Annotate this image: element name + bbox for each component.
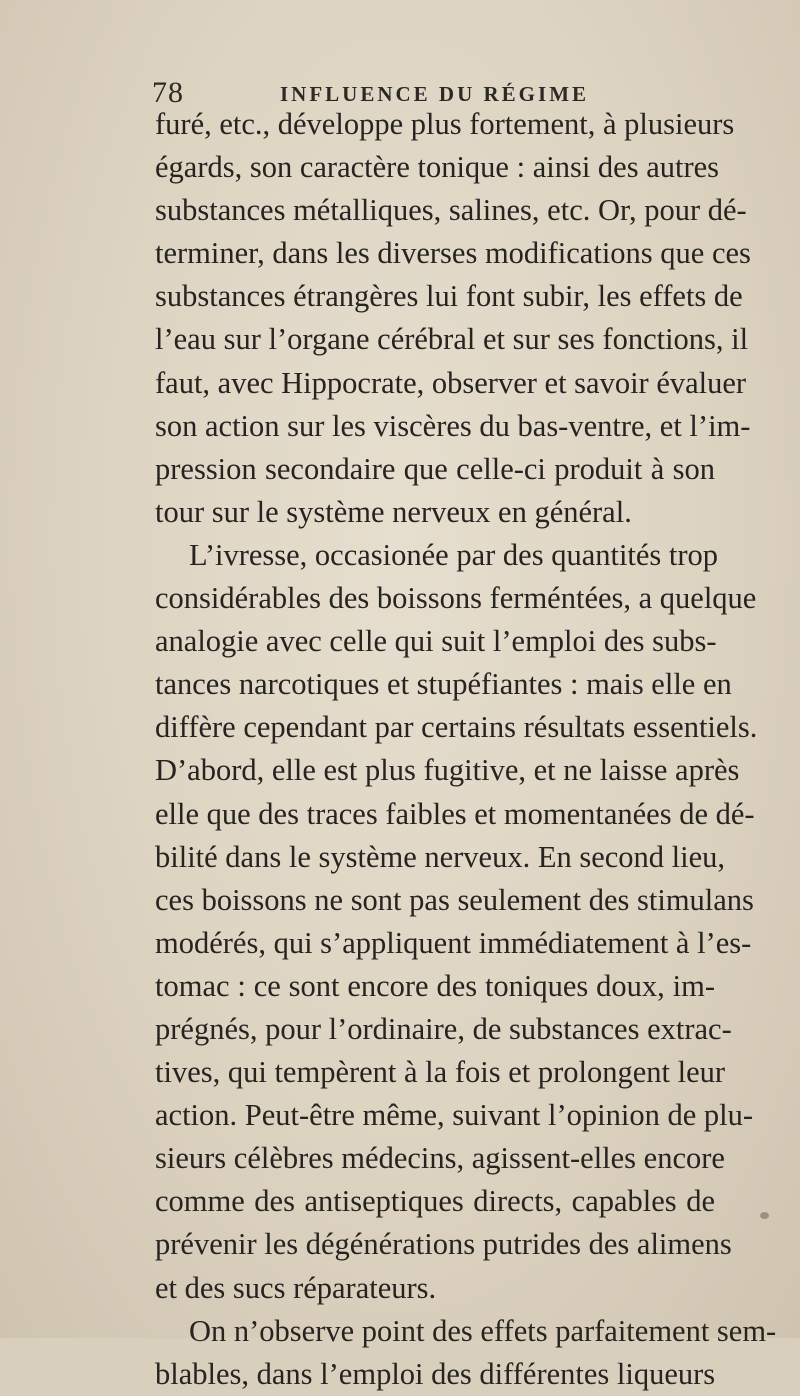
text-line: On n’observe point des effets parfaitement sem- (189, 1313, 777, 1348)
text-line: tomac : ce sont encore des toniques doux, im- (155, 968, 715, 1003)
text-line: elle que des traces faibles et momentanées de dé- (155, 796, 755, 831)
text-line: l’eau sur l’organe cérébral et sur ses fonctions, il (155, 322, 749, 357)
text-line: modérés, qui s’appliquent immédiatement à l’es- (155, 925, 752, 960)
text-line: tour sur le système nerveux en général. (155, 494, 632, 529)
text-line: sieurs célèbres médecins, agissent-elles encore (155, 1141, 725, 1176)
text-line: terminer, dans les diverses modifications que ces (155, 236, 751, 271)
body-text (155, 103, 777, 1396)
text-line: blables, dans l’emploi des différentes liqueurs (155, 1356, 716, 1391)
text-line: analogie avec celle qui suit l’emploi des subs- (155, 624, 717, 659)
text-line: prégnés, pour l’ordinaire, de substances extrac- (155, 1011, 732, 1046)
text-line: substances métalliques, salines, etc. Or, pour dé- (155, 193, 747, 228)
running-title: INFLUENCE DU RÉGIME (280, 82, 590, 106)
text-line: et des sucs réparateurs. (155, 1270, 437, 1305)
text-line: L’ivresse, occasionée par des quantités trop (189, 537, 719, 572)
text-line: furé, etc., développe plus fortement, à plusieurs (155, 107, 735, 141)
ink-spot (760, 1212, 769, 1219)
text-line: faut, avec Hippocrate, observer et savoir évaluer (155, 365, 747, 400)
text-line: tances narcotiques et stupéfiantes : mais elle en (155, 667, 732, 702)
page-number: 78 (152, 76, 184, 109)
text-line: comme des antiseptiques directs, capables de (155, 1184, 715, 1219)
text-line: action. Peut-être même, suivant l’opinion de plu- (155, 1098, 753, 1133)
text-line: diffère cependant par certains résultats essentiels. (155, 710, 758, 745)
text-line: ces boissons ne sont pas seulement des stimulans (155, 882, 754, 917)
text-line: D’abord, elle est plus fugitive, et ne laisse après (155, 753, 740, 788)
text-line: prévenir les dégénérations putrides des alimens (155, 1227, 732, 1262)
text-line: considérables des boissons ferméntées, a quelque (155, 581, 757, 616)
text-line: pression secondaire que celle-ci produit à son (155, 451, 715, 486)
text-line: substances étrangères lui font subir, les effets de (155, 279, 743, 314)
text-line: son action sur les viscères du bas-ventre, et l’im- (155, 408, 751, 443)
text-line: égards, son caractère tonique : ainsi des autres (155, 150, 720, 185)
text-line: bilité dans le système nerveux. En second lieu, (155, 839, 726, 874)
text-line: tives, qui tempèrent à la fois et prolongent leur (155, 1055, 726, 1090)
